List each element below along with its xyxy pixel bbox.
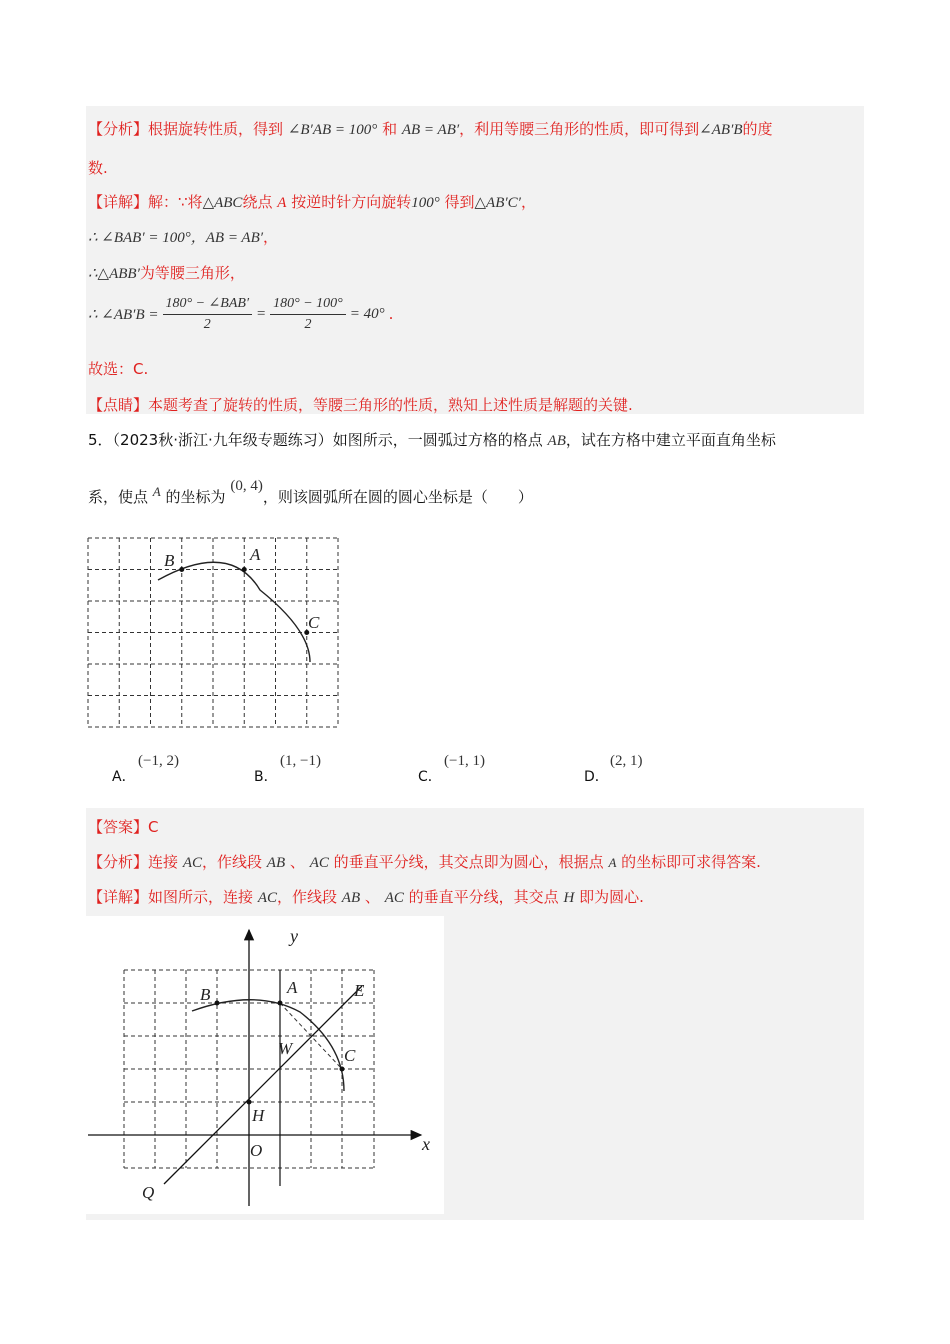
- choice-line: 故选：C.: [88, 360, 149, 378]
- point-b-2: [215, 1001, 220, 1006]
- analysis-5-line: 【分析】连接 AC，作线段 AB 、 AC 的垂直平分线，其交点即为圆心，根据点 A 的坐标即可求得答案.: [88, 853, 761, 871]
- option-a[interactable]: A．: [112, 769, 136, 785]
- analysis-tag: 【分析】: [88, 120, 149, 138]
- label-b-2: B: [200, 985, 211, 1004]
- detail-5-line: 【详解】如图所示，连接 AC，作线段 AB 、 AC 的垂直平分线，其交点 H 即为圆心.: [88, 888, 644, 906]
- fraction-1: $\frac{\text{180° − ∠BAB′}}{2}$: [163, 295, 253, 333]
- point-c-2: [340, 1067, 345, 1072]
- option-d-value: (2, 1): [610, 753, 643, 769]
- analysis-5-tag: 【分析】: [88, 853, 149, 871]
- option-b-value: (1, −1): [280, 753, 321, 769]
- point-a: [242, 567, 247, 572]
- label-e: E: [354, 981, 365, 1000]
- point-h: [247, 1100, 252, 1105]
- label-y: y: [290, 926, 298, 946]
- question-5-line-2: 系，使点 A 的坐标为 (0, 4)，则该圆弧所在圆的圆心坐标是（ ）: [88, 478, 533, 506]
- comment-tag: 【点睛】: [88, 396, 149, 414]
- label-q: Q: [142, 1183, 155, 1202]
- question-number: 5．: [88, 431, 113, 449]
- bisector-line: [164, 986, 362, 1184]
- detail-step-3: ∴△ABB′为等腰三角形，: [88, 264, 245, 282]
- comment-line: 【点睛】本题考查了旋转的性质，等腰三角形的性质，熟知上述性质是解题的关键.: [88, 396, 633, 414]
- point-a-2: [278, 1001, 283, 1006]
- answer-value: C: [148, 818, 159, 836]
- analysis-line: 【分析】根据旋转性质，得到 ∠B′AB = 100° 和 AB = AB′，利用等腰三角形的性质，即可得到∠AB′B的度: [88, 120, 773, 138]
- analysis-line-cont: 数.: [88, 159, 108, 177]
- label-w: W: [278, 1039, 293, 1058]
- label-a-2: A: [287, 978, 298, 997]
- circular-arc-2: [192, 1000, 344, 1091]
- point-b: [179, 567, 184, 572]
- label-o: O: [250, 1141, 263, 1160]
- detail-step-2: ∴ ∠BAB′ = 100°，AB = AB′，: [88, 228, 279, 246]
- label-h: H: [252, 1106, 265, 1125]
- previous-solution-panel: [86, 106, 864, 414]
- option-c-value: (−1, 1): [444, 753, 485, 769]
- label-a: A: [250, 545, 261, 564]
- option-a-value: (−1, 2): [138, 753, 179, 769]
- option-d[interactable]: D．: [584, 769, 609, 785]
- fraction-2: $\frac{180^\circ - 100^\circ}{2}$: [270, 296, 346, 333]
- question-figure-grid-arc: [80, 530, 350, 740]
- answer-line: [88, 816, 159, 837]
- circular-arc: [158, 562, 310, 662]
- answer-tag: 【答案】: [88, 818, 149, 836]
- label-c: C: [308, 613, 320, 632]
- option-b[interactable]: B．: [254, 769, 278, 785]
- option-c[interactable]: C．: [418, 769, 442, 785]
- detail-tag: 【详解】: [88, 193, 149, 211]
- label-c-2: C: [344, 1046, 356, 1065]
- question-5-line-1: 5．（2023秋·浙江·九年级专题练习）如图所示，一圆弧过方格的格点 AB，试在方格中建立平面直角坐标: [88, 431, 776, 449]
- detail-5-tag: 【详解】: [88, 888, 149, 906]
- detail-step-4: ∴ ∠AB′B = $\frac{\text{180° − ∠BAB′}}{2}$ = $\frac{180^\circ - 100^\circ}{2}$ = 40° .: [88, 295, 394, 332]
- solution-figure-coordinate: [86, 916, 444, 1214]
- detail-line: 【详解】解：∵将△ABC绕点 A 按逆时针方向旋转100° 得到△AB′C′，: [88, 193, 536, 211]
- label-b: B: [164, 551, 175, 570]
- label-x: x: [422, 1134, 430, 1154]
